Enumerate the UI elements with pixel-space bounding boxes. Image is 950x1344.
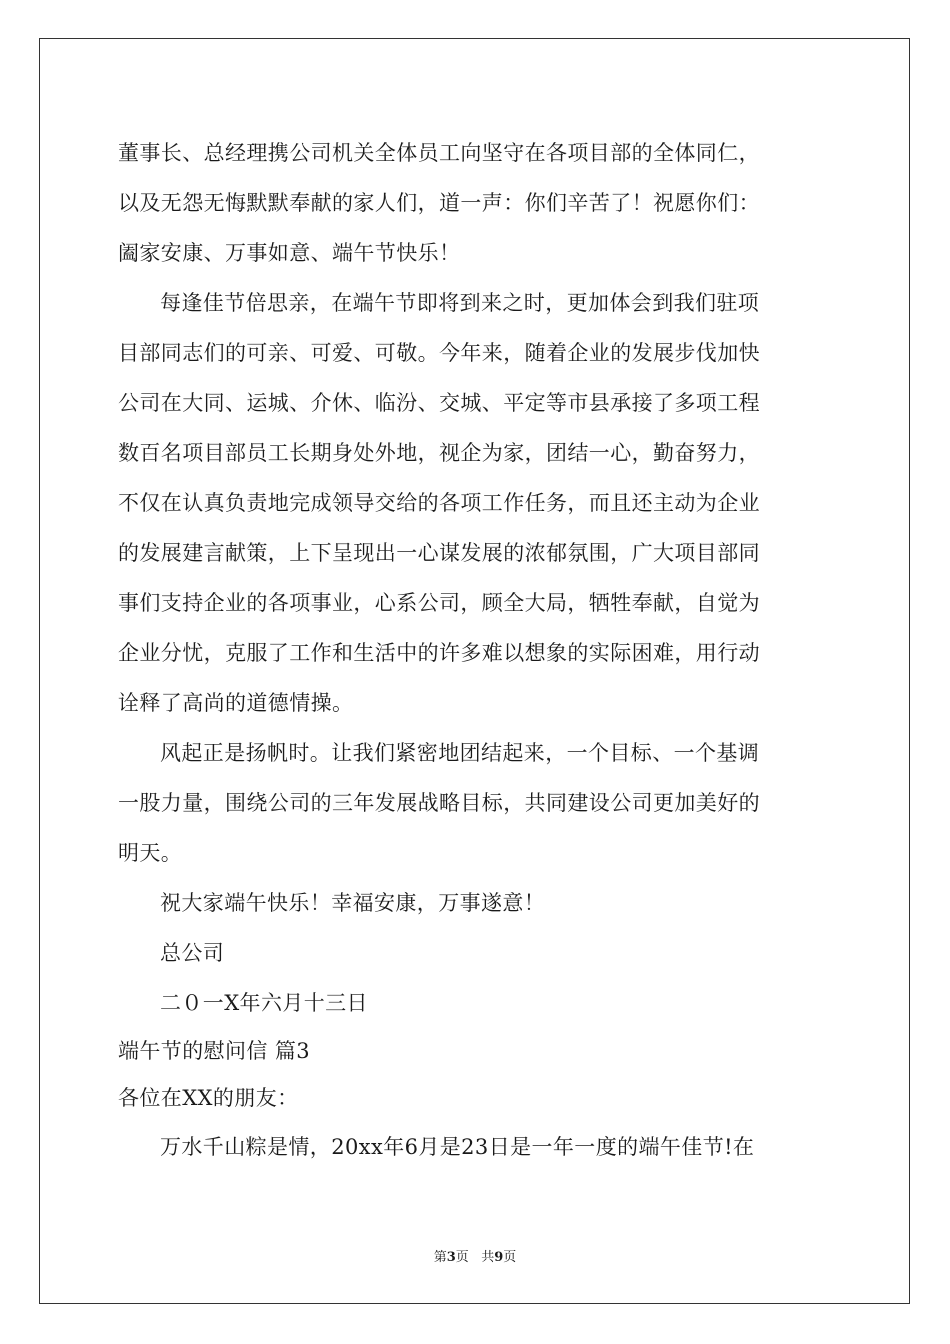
text-line: 不仅在认真负责地完成领导交给的各项工作任务，而且还主动为企业 <box>118 491 760 515</box>
date-line: 二０一X年六月十三日 <box>160 991 368 1015</box>
paragraph-start-line: 万水千山粽是情，20xx年6月是23日是一年一度的端午佳节!在 <box>160 1135 755 1159</box>
text-line: 一股力量，围绕公司的三年发展战略目标，共同建设公司更加美好的 <box>118 791 760 815</box>
text-line: 的发展建言献策，上下呈现出一心谋发展的浓郁氛围，广大项目部同 <box>118 541 760 565</box>
text-line: 阖家安康、万事如意、端午节快乐！ <box>118 241 461 265</box>
text-line: 企业分忧，克服了工作和生活中的许多难以想象的实际困难，用行动 <box>118 641 760 665</box>
signature-line: 总公司 <box>160 941 225 965</box>
total-pages: 9 <box>494 1250 504 1265</box>
total-label-suffix: 页 <box>503 1250 517 1265</box>
section-heading: 端午节的慰问信 篇3 <box>118 1039 311 1063</box>
text-line: 诠释了高尚的道德情操。 <box>118 691 354 715</box>
page-footer <box>0 1246 950 1265</box>
text-line: 事们支持企业的各项事业，心系公司，顾全大局，牺牲奉献，自觉为 <box>118 591 760 615</box>
text-line: 明天。 <box>118 841 183 865</box>
page-number: 3 <box>446 1250 456 1265</box>
salutation-line: 各位在XX的朋友： <box>118 1086 299 1110</box>
paragraph-start-line: 每逢佳节倍思亲，在端午节即将到来之时，更加体会到我们驻项 <box>160 291 760 315</box>
page-label-prefix: 第 <box>433 1250 447 1265</box>
text-line: 目部同志们的可亲、可爱、可敬。今年来，随着企业的发展步伐加快 <box>118 341 760 365</box>
document-body <box>118 128 838 1172</box>
text-line: 数百名项目部员工长期身处外地，视企为家，团结一心，勤奋努力， <box>118 441 760 465</box>
text-line: 以及无怨无悔默默奉献的家人们，道一声：你们辛苦了！祝愿你们： <box>118 191 760 215</box>
paragraph-start-line: 风起正是扬帆时。让我们紧密地团结起来，一个目标、一个基调 <box>160 741 760 765</box>
page-label-suffix: 页 <box>455 1250 469 1265</box>
total-label-prefix: 共 <box>481 1250 495 1265</box>
text-line: 董事长、总经理携公司机关全体员工向坚守在各项目部的全体同仁， <box>118 141 760 165</box>
closing-wish-line: 祝大家端午快乐！幸福安康，万事遂意！ <box>160 891 546 915</box>
text-line: 公司在大同、运城、介休、临汾、交城、平定等市县承接了多项工程 <box>118 391 760 415</box>
